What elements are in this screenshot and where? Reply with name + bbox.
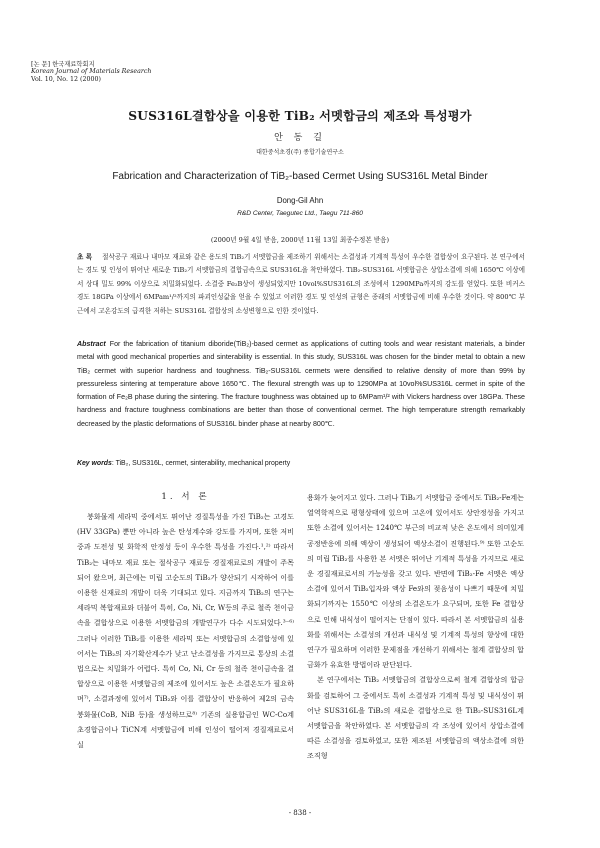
title-en: Fabrication and Characterization of TiB₂-based Cermet Using SUS316L Metal Binder xyxy=(112,171,488,182)
abstract-en-text: For the fabrication of titanium diboride(TiB₂)-based cermet as applications of cutting tools and wear resistant materials, a binder metal with good mechanical properties and sinterability is essential. In this study, SUS316L was chosen for the binder metal to obtain a new TiB₂ cermet with superior hardness and toughness. TiB₂-SUS316L cermets were densified to relative density of more than 99% by pressureless sintering at temperature above 1650℃. The flexural strength was up to 1290MPa at 10vol%SUS316L cermet in spite of the formation of Fe₂B phase during the sintering. The fracture toughness was obtained up to 6MPam¹/² with Vickers hardness over 18GPa. These hardness and fracture toughness combinations are better than those of conventional cermet. The high temperature strength remarkably decreased by the plastic deformations of SUS316L binder phase at nearby 800℃. xyxy=(77,340,525,428)
keywords-text: : TiB₂, SUS316L, cermet, sinterability, mechanical property xyxy=(111,460,291,467)
keywords xyxy=(77,460,525,467)
author-en: Dong-Gil Ahn xyxy=(276,196,324,205)
abstract-ko-text: 절삭공구 재료나 내마모 재료와 같은 용도의 TiB₂기 서멧합금을 제조하기 위해서는 소결성과 기계적 특성이 우수한 결합상이 요구된다. 본 연구에서는 경도 및 인성이 뛰어난 새로운 TiB₂기 서멧합금의 결합금속으로 SUS316L을 착안하였다. TiB₂-SUS316L 서멧합금은 상압소결에 의해 1650℃ 이상에서 상대 밀도 99% 이상으로 치밀화되었다. 소결중 Fe₂B상이 생성되었지만 10vol%SUS316L의 조성에서 1290MPa까지의 강도를 얻었다. 또한 비커스 경도 18GPa 이상에서 6MPam¹/²까지의 파괴인성값을 얻을 수 있었고 이러한 경도 및 인성의 균형은 종래의 서멧합금에 비해 우수한 것이다. 약 800℃ 부근에서 고온강도의 급격한 저하는 SUS316L 결합상의 소성변형으로 인한 것이었다. xyxy=(77,253,525,315)
received-dates: (2000년 9월 4일 받음, 2000년 11월 13일 최종수정본 받음) xyxy=(210,236,390,244)
journal-name-en: Korean Journal of Materials Research xyxy=(31,68,152,76)
affiliation-ko: 대한중석초경(주) 종합기술연구소 xyxy=(256,149,344,156)
title-ko: SUS316L결합상을 이용한 TiB₂ 서멧합금의 제조와 특성평가 xyxy=(128,109,472,123)
keywords-label: Key words xyxy=(77,460,112,467)
journal-volume: Vol. 10, No. 12 (2000) xyxy=(31,75,101,83)
page-number: - 838 - xyxy=(288,809,312,817)
body-column-right xyxy=(307,490,524,764)
body-column-left xyxy=(77,490,294,752)
abstract-en xyxy=(77,338,525,431)
abstract-ko xyxy=(77,251,525,318)
author-ko: 안 동 길 xyxy=(274,133,326,143)
journal-header xyxy=(31,61,151,83)
body-paragraph: 붕화물계 세라믹 중에서도 뛰어난 경질특성을 가진 TiB₂는 고경도(HV 33GPa) 뿐만 아니라 높은 탄성계수와 강도를 가지며, 또한 저비중과 도전성 및 화학적 안정성 등이 우수한 특성을 가진다.¹,²⁾ 따라서 TiB₂는 내마모 재료 또는 절삭공구 재료등 경질재료로의 개발이 주목되어 왔으며, 최근에는 미립 고순도의 TiB₂가 양산되기 시작하여 이를 이용한 신재료의 개발이 더욱 기대되고 있다. 지금까지 TiB₂의 연구는 세라믹 복합재료와 더불어 특히, Co, Ni, Cr, W등의 주로 철족 천이금속을 결합상으로 이용한 서멧합금의 개발연구가 다수 시도되었다.³⁻⁶⁾ 그러나 이러한 TiB₂를 이용한 세라믹 또는 서멧합금의 소결합성에 있어서는 TiB₂의 자기확산계수가 낮고 난소결성을 가지므로 통상의 소결법으로는 치밀화가 어렵다. 특히 Co, Ni, Cr 등의 철족 천이금속을 결합상으로 이용한 서멧합금의 제조에 있어서도 높은 소결온도가 필요하며⁷⁾, 소결과정에 있어서 TiB₂와 이를 결합상이 반응하여 제2의 금속 붕화물(CoB, NiB 등)을 생성하므로⁸⁾ 기존의 실용합금인 WC-Co계 초경합금이나 TiCN계 서멧합금에 비해 인성이 떨어져 경질재료로서 실 xyxy=(77,512,294,750)
affiliation-en: R&D Center, Taegutec Ltd., Taegu 711-860 xyxy=(237,210,363,217)
abstract-ko-label: 초 록 xyxy=(77,253,93,261)
body-paragraph: 본 연구에서는 TiB₂ 서멧합금의 결합상으로써 철계 결합상의 합금화를 검토하여 그 중에서도 특히 소결성과 기계적 특성 및 내식성이 뛰어난 SUS316L을 TiB₂의 새로운 결합상으로 한 TiB₂-SUS316L계 서멧합금을 착안하였다. 본 서멧합금의 각 조성에 있어서 상압소결에 따른 소결성을 검토하였고, 또한 제조된 서멧합금의 액상소결에 의한 조직형 xyxy=(307,675,524,761)
section-heading-introduction: 1. 서 론 xyxy=(161,492,210,502)
journal-name-ko: [논 문] 한국재료학회지 xyxy=(31,61,95,68)
abstract-en-label: Abstract xyxy=(77,340,106,348)
body-paragraph: 용화가 늦어지고 있다. 그러나 TiB₂기 서멧합금 중에서도 TiB₂-Fe계는 열역학적으로 평형상태에 있으며 고온에 있어서도 상안정성을 가지고 또한 소결에 있어서는 1240℃ 부근의 비교적 낮은 온도에서 의미있게 공정반응에 의해 액상이 생성되어 액상소결이 진행된다.⁹⁾ 또한 고순도의 미립 TiB₂를 사용한 본 서멧은 뛰어난 기계적 특성을 가지므로 새로운 경질재료로서의 가능성을 갖고 있다. 반면에 TiB₂-Fe 서멧은 액상소결에 있어서 TiB₂입자와 액상 Fe와의 젖음성이 나쁘기 때문에 치밀화되기까지는 1550℃ 이상의 소결온도가 요구되며, 또한 Fe 결합상으로 인해 내식성이 떨어지는 단점이 있다. 따라서 본 서멧합금의 실용화를 위해서는 소결성의 개선과 내식성 및 기계적 특성의 향상에 대한 연구가 필요하며 이러한 문제점을 개선하기 위해서는 철계 결합상의 합금화가 유효한 방법이라 판단된다. xyxy=(307,493,524,670)
